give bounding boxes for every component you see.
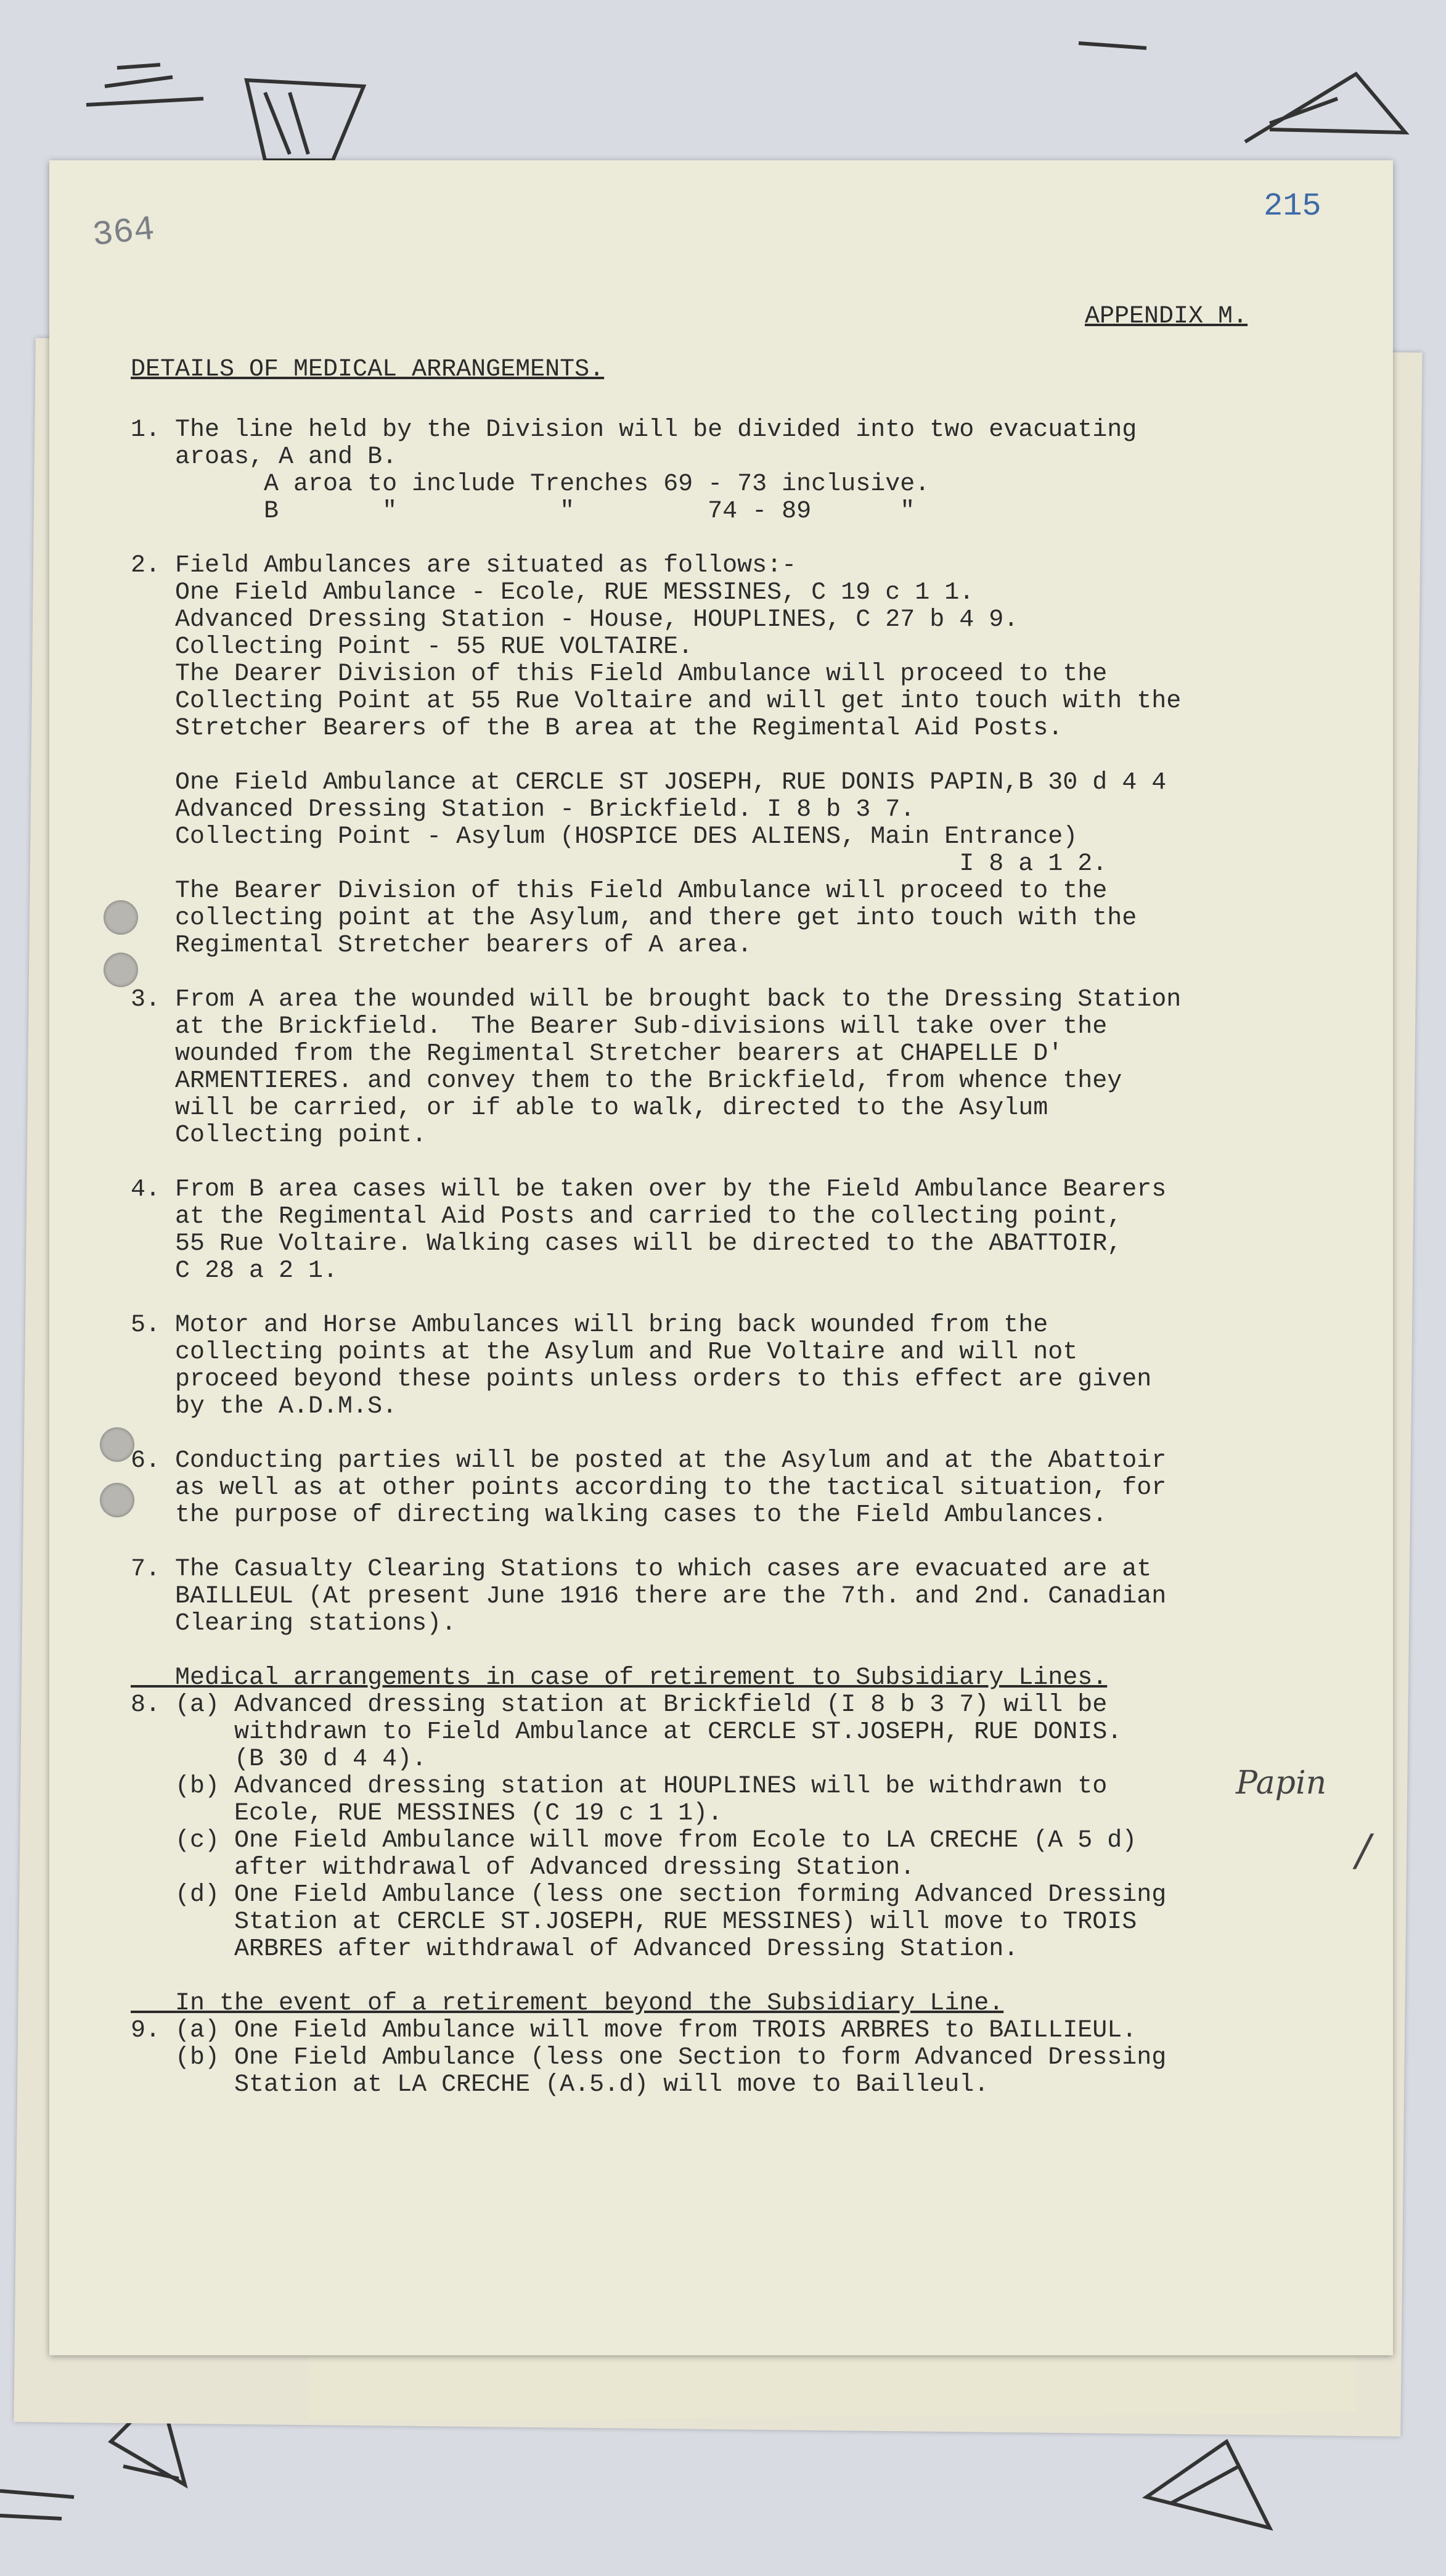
- text-line: BAILLEUL (At present June 1916 there are the 7th. and 2nd. Canadian: [131, 1583, 1167, 1610]
- handwritten-annotation: Papin: [1236, 1765, 1327, 1802]
- text-line: Collecting Point - Asylum (HOSPICE DES ALIENS, Main Entrance): [131, 823, 1078, 851]
- text-line: (B 30 d 4 4).: [131, 1745, 427, 1773]
- text-line: Collecting Point - 55 RUE VOLTAIRE.: [131, 633, 693, 661]
- text-line: Stretcher Bearers of the B area at the Regimental Aid Posts.: [131, 715, 1063, 742]
- text-line: ARBRES after withdrawal of Advanced Dressing Station.: [131, 1935, 1019, 1963]
- text-line: at the Brickfield. The Bearer Sub-divisions will take over the: [131, 1013, 1108, 1041]
- text-line: [131, 525, 1181, 552]
- text-line: [131, 1421, 1181, 1448]
- text-line: 5. Motor and Horse Ambulances will bring back wounded from the: [131, 1311, 1048, 1339]
- text-line: [131, 1963, 1181, 1990]
- folio-stamp-right: 215: [1264, 188, 1321, 224]
- document-title: DETAILS OF MEDICAL ARRANGEMENTS.: [131, 356, 605, 384]
- punch-hole: [100, 1427, 134, 1462]
- text-line: the purpose of directing walking cases to the Field Ambulances.: [131, 1501, 1108, 1529]
- text-line: Clearing stations).: [131, 1610, 457, 1638]
- text-line: (d) One Field Ambulance (less one section forming Advanced Dressing: [131, 1881, 1167, 1909]
- text-line: (b) Advanced dressing station at HOUPLINES will be withdrawn to: [131, 1773, 1108, 1800]
- text-line: [131, 742, 1181, 769]
- text-line: 7. The Casualty Clearing Stations to which cases are evacuated are at: [131, 1556, 1152, 1583]
- text-line: collecting points at the Asylum and Rue Voltaire and will not: [131, 1339, 1078, 1366]
- text-line: aroas, A and B.: [131, 443, 398, 471]
- text-line: Regimental Stretcher bearers of A area.: [131, 932, 753, 959]
- text-line: [131, 1285, 1181, 1312]
- text-line: withdrawn to Field Ambulance at CERCLE ST.JOSEPH, RUE DONIS.: [131, 1718, 1122, 1746]
- folio-stamp-left: 364: [90, 209, 157, 256]
- text-line: C 28 a 2 1.: [131, 1257, 338, 1285]
- text-line: [131, 959, 1181, 987]
- text-line: 8. (a) Advanced dressing station at Brickfield (I 8 b 3 7) will be: [131, 1691, 1108, 1719]
- text-line: proceed beyond these points unless orders to this effect are given: [131, 1366, 1152, 1393]
- text-line: (c) One Field Ambulance will move from Ecole to LA CRECHE (A 5 d): [131, 1827, 1137, 1855]
- text-line: 4. From B area cases will be taken over by the Field Ambulance Bearers: [131, 1176, 1167, 1204]
- text-line: 3. From A area the wounded will be brought back to the Dressing Station: [131, 986, 1182, 1014]
- text-line: as well as at other points according to the tactical situation, for: [131, 1474, 1167, 1502]
- appendix-label: APPENDIX M.: [1085, 303, 1248, 330]
- text-line: by the A.D.M.S.: [131, 1393, 398, 1421]
- text-line: 9. (a) One Field Ambulance will move from TROIS ARBRES to BAILLIEUL.: [131, 2017, 1137, 2045]
- text-line: will be carried, or if able to walk, directed to the Asylum: [131, 1094, 1048, 1122]
- text-line: 1. The line held by the Division will be divided into two evacuating: [131, 416, 1137, 444]
- text-line: 2. Field Ambulances are situated as follows:-: [131, 552, 797, 580]
- text-line: B " " 74 - 89 ": [131, 498, 915, 525]
- text-line: Collecting point.: [131, 1122, 427, 1149]
- text-line: Advanced Dressing Station - House, HOUPLINES, C 27 b 4 9.: [131, 606, 1019, 634]
- text-line: [131, 1529, 1181, 1556]
- text-line: In the event of a retirement beyond the Subsidiary Line.: [131, 1990, 1004, 2017]
- text-line: The Dearer Division of this Field Ambulance will proceed to the: [131, 660, 1108, 688]
- text-line: Advanced Dressing Station - Brickfield. I 8 b 3 7.: [131, 796, 915, 824]
- punch-hole: [100, 1483, 134, 1517]
- text-line: Medical arrangements in case of retirement to Subsidiary Lines.: [131, 1664, 1108, 1692]
- text-line: Collecting Point at 55 Rue Voltaire and will get into touch with the: [131, 687, 1182, 715]
- text-line: collecting point at the Asylum, and there get into touch with the: [131, 904, 1137, 932]
- text-line: Station at CERCLE ST.JOSEPH, RUE MESSINES) will move to TROIS: [131, 1908, 1137, 1936]
- text-line: at the Regimental Aid Posts and carried to the collecting point,: [131, 1203, 1122, 1231]
- text-line: ARMENTIERES. and convey them to the Brickfield, from whence they: [131, 1067, 1122, 1095]
- text-line: 55 Rue Voltaire. Walking cases will be directed to the ABATTOIR,: [131, 1230, 1122, 1258]
- text-line: I 8 a 1 2.: [131, 850, 1108, 878]
- text-line: (b) One Field Ambulance (less one Section to form Advanced Dressing: [131, 2044, 1167, 2072]
- text-line: [131, 1149, 1181, 1176]
- text-line: Ecole, RUE MESSINES (C 19 c 1 1).: [131, 1800, 723, 1827]
- text-line: One Field Ambulance at CERCLE ST JOSEPH, RUE DONIS PAPIN,B 30 d 4 4: [131, 769, 1167, 797]
- text-line: 6. Conducting parties will be posted at the Asylum and at the Abattoir: [131, 1447, 1167, 1475]
- document-body: [131, 417, 1181, 2099]
- text-line: Station at LA CRECHE (A.5.d) will move to Bailleul.: [131, 2071, 989, 2099]
- text-line: One Field Ambulance - Ecole, RUE MESSINES, C 19 c 1 1.: [131, 579, 974, 607]
- text-line: The Bearer Division of this Field Ambulance will proceed to the: [131, 877, 1108, 905]
- text-line: A aroa to include Trenches 69 - 73 inclusive.: [131, 470, 930, 498]
- text-line: after withdrawal of Advanced dressing Station.: [131, 1854, 915, 1882]
- margin-tick-mark: /: [1356, 1825, 1371, 1876]
- text-line: wounded from the Regimental Stretcher bearers at CHAPELLE D': [131, 1040, 1063, 1068]
- text-line: [131, 1638, 1181, 1665]
